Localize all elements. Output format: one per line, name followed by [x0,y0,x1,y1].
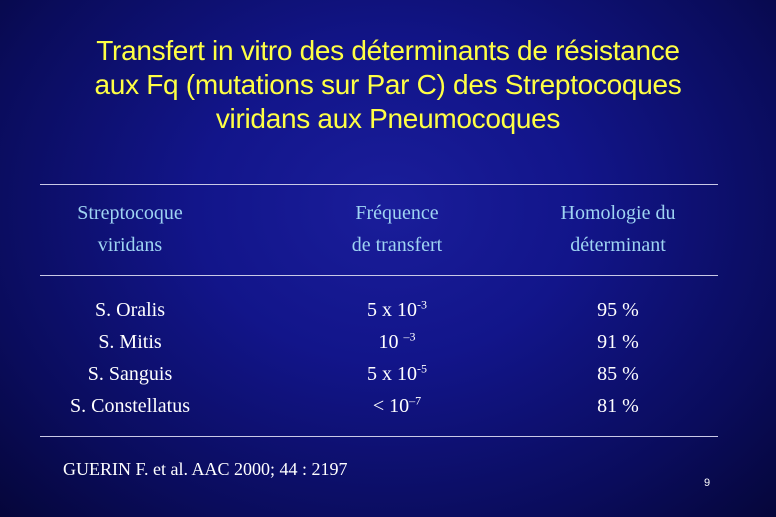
table-top-rule [40,184,718,185]
table-row-species: S. Constellatus [69,395,190,417]
homology-column [520,294,716,422]
header-frequency-line-1: Fréquence [355,202,439,224]
frequency-base: < 10 [372,395,410,417]
header-species-line-2: viridans [97,234,163,256]
table-row-species: S. Oralis [95,299,165,321]
table-row-homology: 85 % [597,363,639,385]
table-header-rule [40,275,718,276]
frequency-base: 5 x 10 [367,363,417,385]
title-line-3: viridans aux Pneumocoques [215,103,561,134]
species-column [40,294,220,422]
table-row-species: S. Mitis [98,331,162,353]
header-species-line-1: Streptocoque [77,202,183,224]
table-row-frequency [300,390,494,422]
table-row-frequency [300,326,494,358]
table-row-homology: 91 % [597,331,639,353]
frequency-exponent: –7 [409,393,422,408]
header-species [40,197,220,261]
header-frequency [300,197,494,261]
table-row-species: S. Sanguis [87,363,173,385]
table-row-frequency [300,358,494,390]
frequency-exponent: –3 [403,329,416,344]
frequency-base: 10 [378,331,404,353]
title-line-1: Transfert in vitro des déterminants de résistance [96,35,680,66]
frequency-exponent: -3 [417,297,427,312]
table-row-homology: 95 % [597,299,639,321]
page-number: 9 [704,477,711,489]
frequency-base: 5 x 10 [367,299,417,321]
table-row-homology: 81 % [597,395,639,417]
reference-citation: GUERIN F. et al. AAC 2000; 44 : 2197 [63,459,348,479]
frequency-column [300,294,494,422]
table-row-frequency [300,294,494,326]
header-frequency-line-2: de transfert [351,234,443,256]
title-line-2: aux Fq (mutations sur Par C) des Streptocoques [94,69,682,100]
header-homology [520,197,716,261]
header-homology-line-1: Homologie du [560,202,676,224]
frequency-exponent: -5 [417,361,427,376]
header-homology-line-2: déterminant [570,234,666,256]
table-bottom-rule [40,436,718,437]
slide-title [30,34,746,136]
